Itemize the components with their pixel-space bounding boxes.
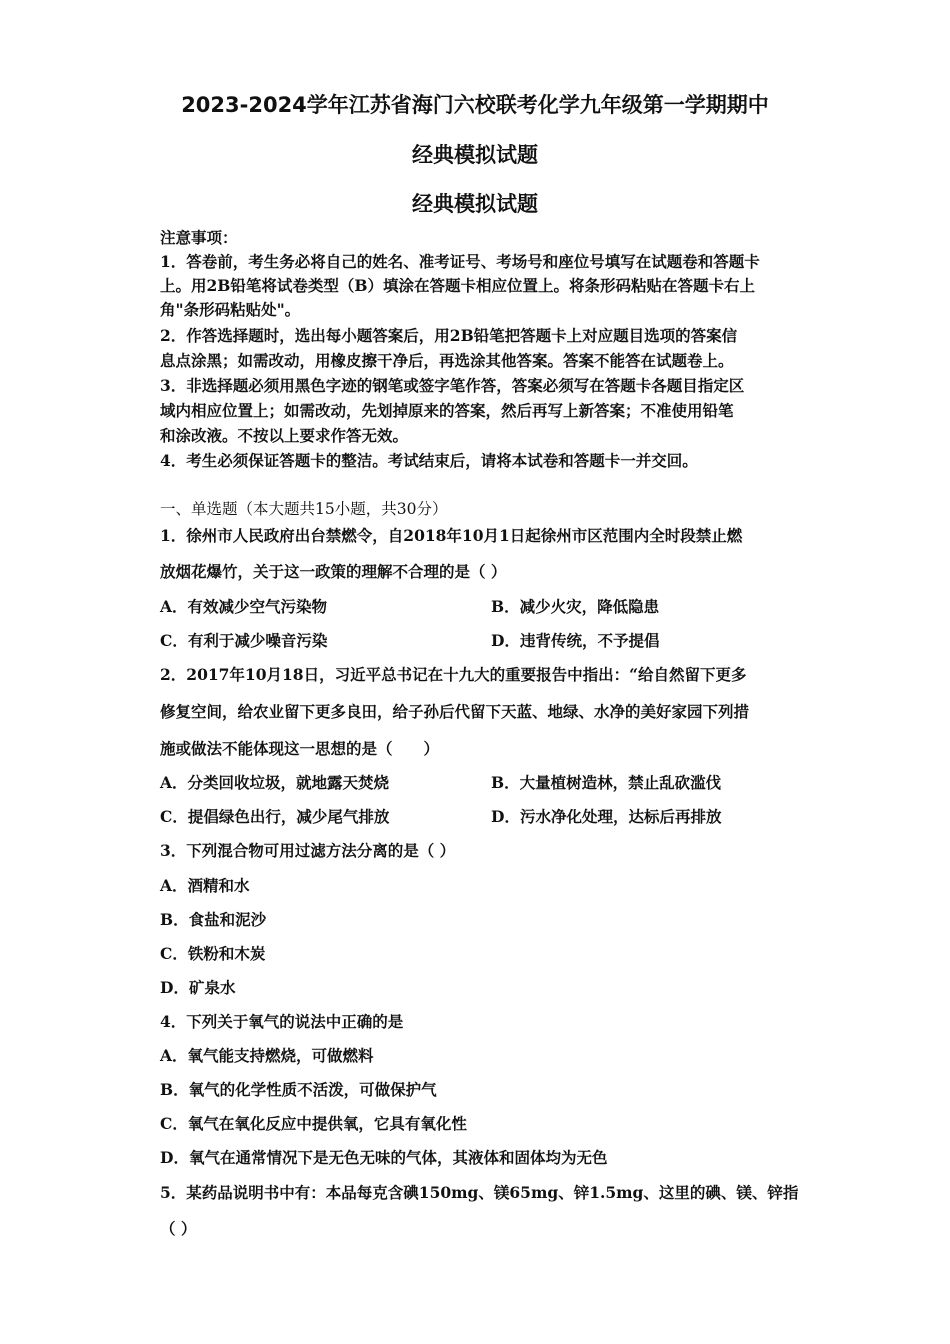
question-3-option-a: A．酒精和水 (160, 876, 250, 895)
notice-line: 息点涂黑；如需改动，用橡皮擦干净后，再选涂其他答案。答案不能答在试题卷上。 (160, 351, 734, 370)
question-2-option-c: C．提倡绿色出行，减少尾气排放 (160, 807, 390, 826)
notice-line: 域内相应位置上；如需改动，先划掉原来的答案，然后再写上新答案；不准使用铅笔 (160, 401, 734, 420)
question-5-stem: （ ） (160, 1219, 197, 1238)
question-2-stem: 施或做法不能体现这一思想的是（ ） (160, 739, 440, 758)
notice-line: 1．答卷前，考生务必将自己的姓名、准考证号、考场号和座位号填写在试题卷和答题卡 (160, 252, 760, 271)
question-1-option-c: C．有利于减少噪音污染 (160, 631, 328, 650)
question-4-stem: 4．下列关于氧气的说法中正确的是 (160, 1012, 404, 1031)
question-4-option-a: A．氧气能支持燃烧，可做燃料 (160, 1046, 374, 1065)
question-4-option-d: D．氧气在通常情况下是无色无味的气体，其液体和固体均为无色 (160, 1148, 608, 1167)
question-3-stem: 3．下列混合物可用过滤方法分离的是（ ） (160, 841, 456, 860)
question-4-option-b: B．氧气的化学性质不活泼，可做保护气 (160, 1080, 437, 1099)
question-2-option-b: B．大量植树造林，禁止乱砍滥伐 (491, 773, 722, 792)
section-heading: 一、单选题（本大题共15小题，共30分） (160, 500, 448, 518)
question-1-option-d: D．违背传统，不予提倡 (491, 631, 660, 650)
notice-line: 3．非选择题必须用黑色字迹的钢笔或签字笔作答，答案必须写在答题卡各题目指定区 (160, 376, 745, 395)
notice-line: 2．作答选择题时，选出每小题答案后，用2B铅笔把答题卡上对应题目选项的答案信 (160, 326, 738, 345)
notice-line: 角"条形码粘贴处"。 (160, 300, 301, 319)
question-1-stem: 放烟花爆竹，关于这一政策的理解不合理的是（ ） (160, 562, 507, 581)
notice-line: 上。用2B铅笔将试卷类型（B）填涂在答题卡相应位置上。将条形码粘贴在答题卡右上 (160, 276, 755, 295)
question-2-stem: 修复空间，给农业留下更多良田，给子孙后代留下天蓝、地绿、水净的美好家园下列措 (160, 702, 750, 721)
question-3-option-d: D．矿泉水 (160, 978, 236, 997)
question-4-option-c: C．氧气在氧化反应中提供氧，它具有氧化性 (160, 1114, 467, 1133)
notice-line: 4．考生必须保证答题卡的整洁。考试结束后，请将本试卷和答题卡一并交回。 (160, 451, 698, 470)
question-1-option-b: B．减少火灾，降低隐患 (491, 597, 660, 616)
question-5-stem: 5．某药品说明书中有：本品每克含碘150mg、镁65mg、锌1.5mg、这里的碘、镁、锌指 (160, 1183, 799, 1202)
question-2-option-a: A．分类回收垃圾，就地露天焚烧 (160, 773, 390, 792)
notice-heading: 注意事项： (160, 228, 238, 247)
question-1-option-a: A．有效减少空气污染物 (160, 597, 328, 616)
question-1-stem: 1．徐州市人民政府出台禁燃令，自2018年10月1日起徐州市区范围内全时段禁止燃 (160, 526, 743, 545)
notice-line: 和涂改液。不按以上要求作答无效。 (160, 426, 409, 445)
exam-title-line-1: 2023-2024学年江苏省海门六校联考化学九年级第一学期期中 (181, 93, 769, 117)
exam-title-line-2: 经典模拟试题 (412, 143, 538, 167)
question-3-option-c: C．铁粉和木炭 (160, 944, 266, 963)
question-2-stem: 2．2017年10月18日，习近平总书记在十九大的重要报告中指出：“给自然留下更多 (160, 665, 747, 684)
question-3-option-b: B．食盐和泥沙 (160, 910, 267, 929)
question-2-option-d: D．污水净化处理，达标后再排放 (491, 807, 722, 826)
exam-title-line-3: 经典模拟试题 (412, 192, 538, 216)
